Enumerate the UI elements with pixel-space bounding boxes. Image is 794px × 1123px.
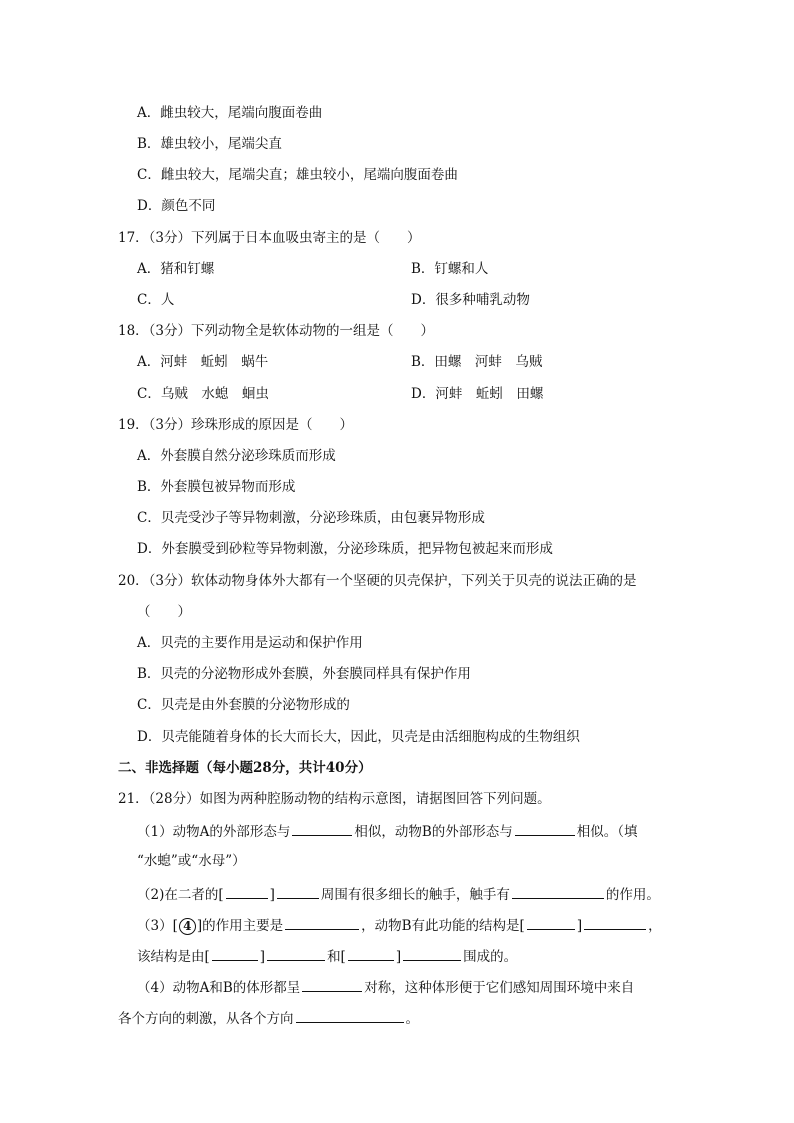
q20-option-a: A．贝壳的主要作用是运动和保护作用 (137, 635, 363, 651)
q19-option-b: B．外套膜包被异物而形成 (137, 479, 296, 495)
q21-part1-text-c: 相似。（填 (576, 824, 638, 840)
q19-option-d: D．外套膜受到砂粒等异物刺激，分泌珍珠质，把异物包被起来而形成 (137, 541, 553, 557)
q21-part1-text-a: （1）动物A的外部形态与 (137, 824, 291, 840)
q20-option-b: B．贝壳的分泌物形成外套膜，外套膜同样具有保护作用 (137, 666, 471, 682)
q21-part4-text-d: 。 (405, 1011, 419, 1027)
q21-part3 (137, 915, 662, 935)
q21-part3-text-a: （3）[ (137, 918, 178, 934)
answer-blank[interactable] (296, 1008, 404, 1023)
q21-part4-text-b: 对称，这种体形便于它们感知周围环境中来自 (364, 980, 635, 996)
section-heading: 二、非选择题（每小题28分，共计40分） (118, 760, 372, 776)
q16-option-b: B．雄虫较小，尾端尖直 (137, 136, 282, 152)
answer-blank[interactable] (226, 884, 268, 899)
answer-blank[interactable] (527, 915, 575, 930)
q17-option-c: C．人 (137, 292, 175, 308)
answer-blank[interactable] (584, 915, 646, 930)
q17-option-d: D．很多种哺乳动物 (411, 292, 530, 308)
q17-option-b: B．钉螺和人 (411, 261, 489, 277)
q21-stem: 21．（28分）如图为两种腔肠动物的结构示意图，请据图回答下列问题。 (118, 791, 551, 807)
q17-option-a: A．猪和钉螺 (137, 261, 215, 277)
q21-part4-cont (118, 1008, 419, 1028)
answer-blank[interactable] (403, 946, 461, 961)
answer-blank[interactable] (515, 821, 575, 836)
q21-part1-text-b: 相似，动物B的外部形态与 (354, 824, 513, 840)
q17-stem: 17．（3分）下列属于日本血吸虫寄主的是（ ） (118, 230, 421, 246)
q21-part3-text-j: 围成的。 (463, 949, 518, 965)
q16-option-a: A．雌虫较大，尾端向腹面卷曲 (137, 105, 323, 121)
q18-option-a: A．河蚌 蚯蚓 蜗牛 (137, 354, 269, 370)
q18-option-d: D．河蚌 蚯蚓 田螺 (411, 386, 544, 402)
answer-blank[interactable] (348, 946, 394, 961)
answer-blank[interactable] (512, 884, 604, 899)
q21-part4 (137, 977, 634, 997)
q21-part4-text-c: 各个方向的刺激，从各个方向 (118, 1011, 294, 1027)
q21-part3-text-e: ， (648, 918, 662, 934)
q16-option-d: D．颜色不同 (137, 198, 216, 214)
answer-blank[interactable] (212, 946, 258, 961)
q21-part2-text-c: 周围有很多细长的触手，触手有 (320, 887, 510, 903)
q21-part3-text-c: ，动物B有此功能的结构是[ (361, 918, 525, 934)
q21-part3-text-f: 该结构是由[ (137, 949, 210, 965)
answer-blank[interactable] (292, 821, 352, 836)
circled-number-icon: 4 (179, 918, 196, 935)
answer-blank[interactable] (302, 977, 362, 992)
q21-part3-text-g: ] (259, 949, 266, 965)
answer-blank[interactable] (285, 915, 359, 930)
q21-part3-cont (137, 946, 517, 966)
q20-answer-paren: （ ） (137, 604, 191, 620)
q16-option-c: C．雌虫较大，尾端尖直；雄虫较小，尾端向腹面卷曲 (137, 167, 458, 183)
q19-stem: 19．（3分）珍珠形成的原因是（ ） (118, 417, 354, 433)
q21-part3-text-i: ] (395, 949, 402, 965)
q21-part3-text-d: ] (576, 918, 583, 934)
q20-stem: 20．（3分）软体动物身体外大都有一个坚硬的贝壳保护，下列关于贝壳的说法正确的是 (118, 573, 637, 589)
q21-part1 (137, 821, 638, 841)
q20-option-c: C．贝壳是由外套膜的分泌物形成的 (137, 697, 350, 713)
q21-part2-text-a: （2)在二者的[ (137, 887, 224, 903)
q21-part2-text-d: 的作用。 (605, 887, 660, 903)
q21-part3-text-b: ]的作用主要是 (196, 918, 284, 934)
q18-option-c: C．乌贼 水螅 蛔虫 (137, 386, 269, 402)
q21-part4-text-a: （4）动物A和B的体形都呈 (137, 980, 301, 996)
answer-blank[interactable] (277, 884, 319, 899)
answer-blank[interactable] (267, 946, 325, 961)
q21-part2-text-b: ] (269, 887, 275, 903)
q19-option-c: C．贝壳受沙子等异物刺激，分泌珍珠质，由包裹异物形成 (137, 510, 485, 526)
q21-part2 (137, 884, 660, 904)
q18-option-b: B．田螺 河蚌 乌贼 (411, 354, 543, 370)
q21-part1-hint: “水螅”或“水母”） (137, 853, 246, 869)
q18-stem: 18．（3分）下列动物全是软体动物的一组是（ ） (118, 323, 435, 339)
q19-option-a: A．外套膜自然分泌珍珠质而形成 (137, 448, 336, 464)
q20-option-d: D．贝壳能随着身体的长大而长大，因此，贝壳是由活细胞构成的生物组织 (137, 729, 580, 745)
q21-part3-text-h: 和[ (327, 949, 346, 965)
